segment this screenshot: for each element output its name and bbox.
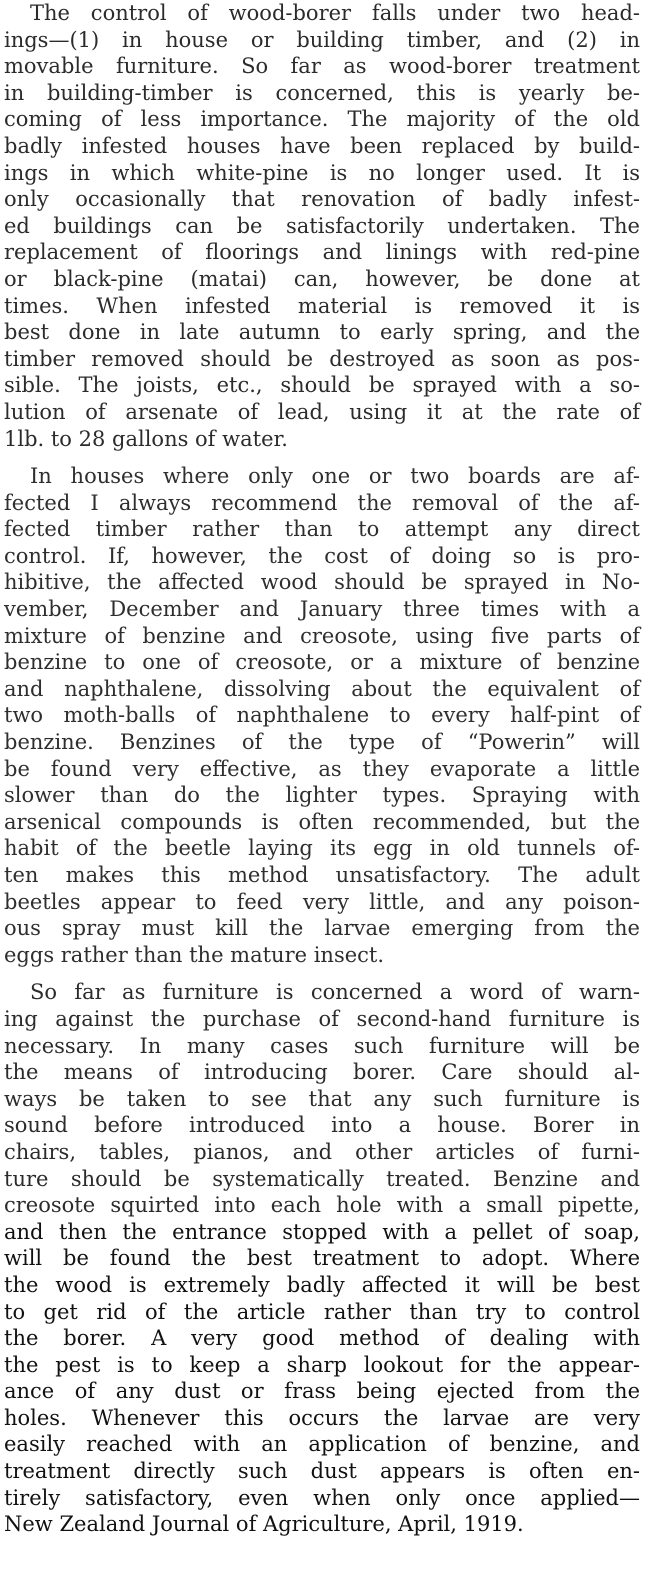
- paragraph-gap: [4, 452, 640, 463]
- article-text-line: creosote squirted into each hole with a small pipette,: [4, 1193, 640, 1218]
- article-text-line: New Zealand Journal of Agriculture, April, 1919.: [4, 1512, 524, 1537]
- article-text-line: In houses where only one or two boards are af-: [30, 464, 640, 489]
- article-text-line: movable furniture. So far as wood-borer treatment: [4, 54, 640, 79]
- article-text-line: the means of introducing borer. Care should al-: [4, 1060, 640, 1085]
- article-text-line: mixture of benzine and creosote, using five parts of: [4, 623, 640, 648]
- article-text-line: times. When infested material is removed it is: [4, 293, 640, 318]
- article-text-line: to get rid of the article rather than try to control: [4, 1299, 640, 1324]
- article-text-line: eggs rather than the mature insect.: [4, 942, 385, 967]
- article-text-line: holes. Whenever this occurs the larvae are very: [4, 1405, 640, 1430]
- article-text-line: control. If, however, the cost of doing so is pro-: [4, 543, 640, 568]
- article-text-line: and naphthalene, dissolving about the equivalent of: [4, 676, 640, 701]
- article-text-line: So far as furniture is concerned a word of warn-: [30, 980, 640, 1005]
- article-text-line: coming of less importance. The majority of the old: [4, 107, 640, 132]
- article-text-line: necessary. In many cases such furniture will be: [4, 1033, 640, 1058]
- article-text-line: ings—(1) in house or building timber, and (2) in: [4, 27, 640, 52]
- article-text-line: hibitive, the affected wood should be sprayed in No-: [4, 570, 640, 595]
- article-text-line: sible. The joists, etc., should be sprayed with a so-: [4, 373, 640, 398]
- article-text-line: two moth-balls of naphthalene to every half-pint of: [4, 703, 640, 728]
- article-text-line: fected I always recommend the removal of the af-: [4, 490, 640, 515]
- article-text-line: arsenical compounds is often recommended, but the: [4, 809, 640, 834]
- article-text-line: be found very effective, as they evaporate a little: [4, 756, 640, 781]
- article-text-line: the wood is extremely badly affected it will be best: [4, 1272, 640, 1297]
- article-text-line: fected timber rather than to attempt any direct: [4, 517, 640, 542]
- article-text-line: ing against the purchase of second-hand furniture is: [4, 1006, 640, 1031]
- article-text-line: ance of any dust or frass being ejected from the: [4, 1379, 640, 1404]
- article-text-line: will be found the best treatment to adopt. Where: [4, 1246, 640, 1271]
- article-text-line: beetles appear to feed very little, and any poison-: [4, 889, 640, 914]
- article-text-line: slower than do the lighter types. Spraying with: [4, 783, 640, 808]
- article-text-line: ways be taken to see that any such furniture is: [4, 1086, 640, 1111]
- paragraph-gap: [4, 968, 640, 979]
- article-text-line: The control of wood-borer falls under two head-: [30, 1, 640, 25]
- article-text-line: ous spray must kill the larvae emerging from the: [4, 916, 640, 941]
- article-text-line: treatment directly such dust appears is often en-: [4, 1459, 640, 1484]
- article-text-line: ten makes this method unsatisfactory. The adult: [4, 863, 640, 887]
- article-text-line: ings in which white-pine is no longer used. It is: [4, 160, 640, 185]
- article-text-line: replacement of floorings and linings with red-pine: [4, 240, 640, 265]
- article-text-line: or black-pine (matai) can, however, be done at: [4, 266, 640, 291]
- article-text-line: chairs, tables, pianos, and other articles of furni-: [4, 1139, 640, 1164]
- article-text-line: and then the entrance stopped with a pellet of soap,: [4, 1219, 640, 1244]
- article-text-line: benzine to one of creosote, or a mixture of benzine: [4, 650, 640, 675]
- article-paragraph: [4, 979, 640, 1537]
- article-text-line: habit of the beetle laying its egg in old tunnels of-: [4, 836, 640, 861]
- article-text-line: timber removed should be destroyed as soon as pos-: [4, 346, 640, 371]
- article-text-line: the pest is to keep a sharp lookout for the appear-: [4, 1352, 640, 1377]
- article-text-line: benzine. Benzines of the type of “Powerin” will: [4, 730, 640, 755]
- article-text-line: the borer. A very good method of dealing with: [4, 1326, 640, 1351]
- article-paragraph: [4, 0, 640, 452]
- article-text-line: easily reached with an application of benzine, and: [4, 1432, 640, 1457]
- article-text-line: lution of arsenate of lead, using it at the rate of: [4, 399, 640, 424]
- article-text-line: only occasionally that renovation of badly infest-: [4, 187, 640, 212]
- article-text-line: in building-timber is concerned, this is yearly be-: [4, 80, 640, 105]
- article-text-line: vember, December and January three times with a: [4, 597, 640, 622]
- article-text-line: 1lb. to 28 gallons of water.: [4, 426, 288, 451]
- article-text-line: sound before introduced into a house. Borer in: [4, 1113, 640, 1138]
- article-text-line: best done in late autumn to early spring, and the: [4, 320, 640, 345]
- article-paragraph: [4, 463, 640, 968]
- article-text-line: tirely satisfactory, even when only once applied—: [4, 1485, 640, 1510]
- article-text-line: badly infested houses have been replaced by build-: [4, 133, 640, 158]
- article-text-line: ed buildings can be satisfactorily undertaken. The: [4, 213, 640, 238]
- article-text-line: ture should be systematically treated. Benzine and: [4, 1166, 640, 1191]
